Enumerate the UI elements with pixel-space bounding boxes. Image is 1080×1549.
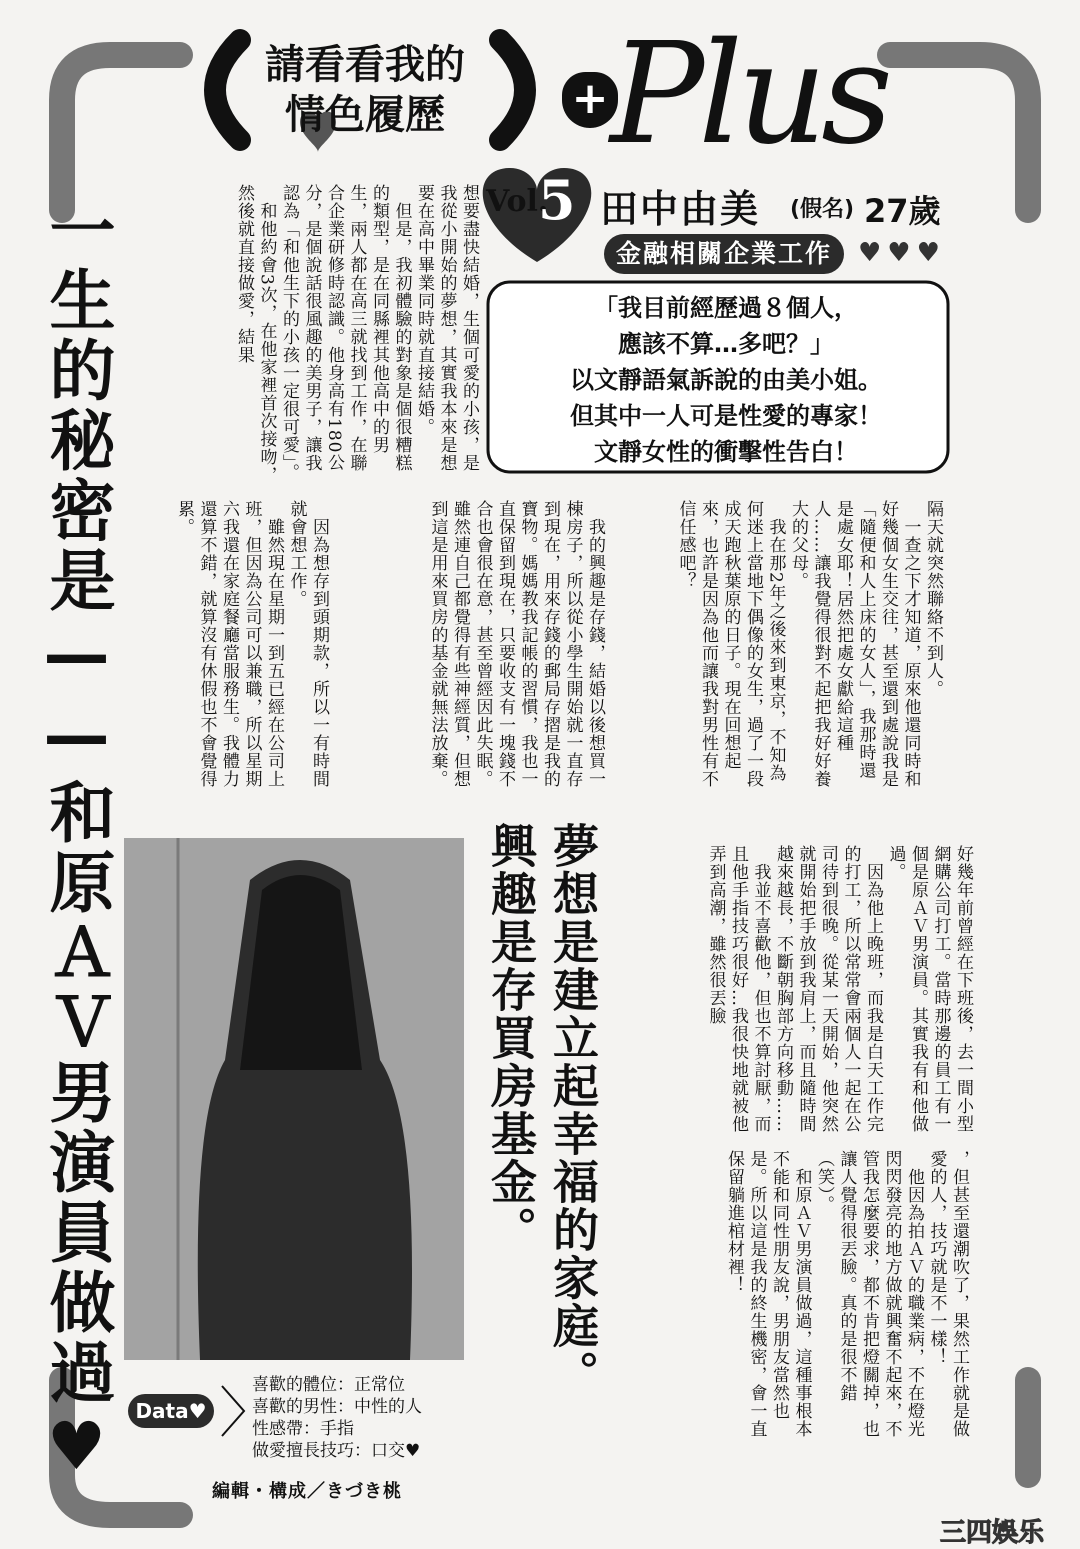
quote-line: 但其中一人可是性愛的專家！ — [570, 402, 882, 430]
data-item: 喜歡的體位：正常位 — [252, 1375, 405, 1395]
article-text-lower-right-lower: ，但甚至還潮吹了，果然工作就是做愛的人，技巧就是不一樣！ 他因為拍ＡＶ的職業病，不在燈光閃閃發亮的地方做就興奮不起來，不管我怎麼要求，都不肯把燈關掉，也讓人覺得很丟臉。真的是很不錯（笑）。 和原ＡＶ男演員做過，這種事根本不能和同性朋友說，男朋友當然也是。所以這是我的終生機密，會一直保留躺進棺材裡！ — [724, 1150, 969, 1438]
title-right-paren — [500, 40, 525, 140]
profile-age: 27歲 — [864, 192, 941, 230]
data-item: 性感帶：手指 — [252, 1419, 354, 1439]
data-arrow-icon — [222, 1386, 244, 1436]
editor-credit: 編輯・構成／きづき桃 — [212, 1481, 402, 1502]
profile-name: 田中由美 — [600, 187, 761, 231]
title-left-paren — [215, 40, 240, 140]
vol-label: Vol. — [486, 184, 549, 219]
article-text-middle-far-left: 因為想存到頭期款，所以一有時間就會想工作。 雖然現在星期一到五已經在公司上班，但因為公司可以兼職，所以星期六我還在家庭餐廳當服務生。我體力還算不錯，就算沒有休假也不會覺得累。 — [174, 500, 329, 788]
plus-logo: Plus — [610, 13, 887, 176]
article-text-lower-right-upper: 好幾年前曾經在下班後，去一間小型網購公司打工。當時那邊的員工有一個是原ＡＶ男演員。其實我有和他做過。 因為他上晚班，而我是白天工作完的打工，所以常常會兩個人一起在公司待到很晚。從某一天開始，他突然就開始把手放到我肩上，而且隨時間越來越長，不斷朝胸部方向移動…… 我並不喜歡他，但也不算討厭，而且他手指技巧很好…我很快地就被他弄到高潮，雖然很丟臉 — [705, 845, 973, 1133]
data-item: 做愛擅長技巧：口交♥ — [252, 1441, 421, 1461]
series-title-line1: 請看看我的 — [265, 41, 465, 88]
article-text-upper-right: 隔天就突然聯絡不到人。 一查之下才知道，原來他還同時和好幾個女生交往，甚至還到處說我是「隨便和人上床的女人」，我那時還是處女耶！居然把處女獻給這種人……讓我覺得很對不起把我好好養大的父母。 我在那2年之後來到東京，不知為何迷上當地下偶像的女生，過了一段成天跑秋葉原的日子。現在回想起來，也許是因為他而讓我對男性有不信任感吧？ — [675, 500, 943, 788]
data-badge: Data♥ — [128, 1394, 214, 1428]
vol-number: 5 — [538, 168, 576, 232]
profile-job-badge: 金融相關企業工作 — [604, 234, 844, 274]
quote-line: 文靜女性的衝擊性告白！ — [594, 438, 858, 466]
article-text-middle-left: 我的興趣是存錢，結婚以後想買一棟房子，所以從小學生開始就一直存到現在，用來存錢的郵局存摺是我的寶物。媽媽教我記帳的習慣，我也一直保留到現在，只要收支有一塊錢不合也會很在意，甚至曾經因此失眠。雖然連自己都覺得有些神經質，但想到這是用來買房的基金就無法放棄。 — [427, 500, 605, 788]
watermark: 三四娛乐 — [940, 1518, 1045, 1548]
series-title — [250, 40, 480, 140]
sub-headline-hobby: 興趣是存買房基金。 — [484, 822, 538, 1254]
hearts-icon: ♥♥♥ — [858, 238, 946, 268]
quote-line: 應該不算…多吧？」 — [618, 330, 834, 358]
main-headline: 一生的秘密是——和原ＡＶ男演員做過♥ — [38, 196, 115, 1489]
sub-headline-dream: 夢想是建立起幸福的家庭。 — [546, 822, 600, 1398]
article-text-upper-left: 想要盡快結婚，生個可愛的小孩，是我從小開始的夢想，其實我本來是想要在高中畢業同時就直接結婚。 但是，我初體驗的對象是個很糟糕的類型，是在同縣裡其他高中的男生，兩人都在高三就找到工作，在聯合企業研修時認識。他身高有180公分，是個說話很風趣的美男子，讓我認為「和他生下的小孩一定很可愛」。 和他約會3次，在他家裡首次接吻，然後就直接做愛，結果 — [234, 184, 479, 484]
profile-name-note: (假名) — [790, 197, 855, 222]
series-title-line2: 情色履歷 — [285, 91, 445, 138]
data-list — [252, 1374, 422, 1462]
data-item: 喜歡的男性：中性的人 — [252, 1397, 422, 1417]
quote-line: 「我目前經歷過８個人， — [594, 294, 858, 322]
intro-quote — [516, 290, 936, 470]
quote-line: 以文靜語氣訴說的由美小姐。 — [570, 366, 882, 394]
plus-heart-icon: + — [562, 72, 618, 128]
